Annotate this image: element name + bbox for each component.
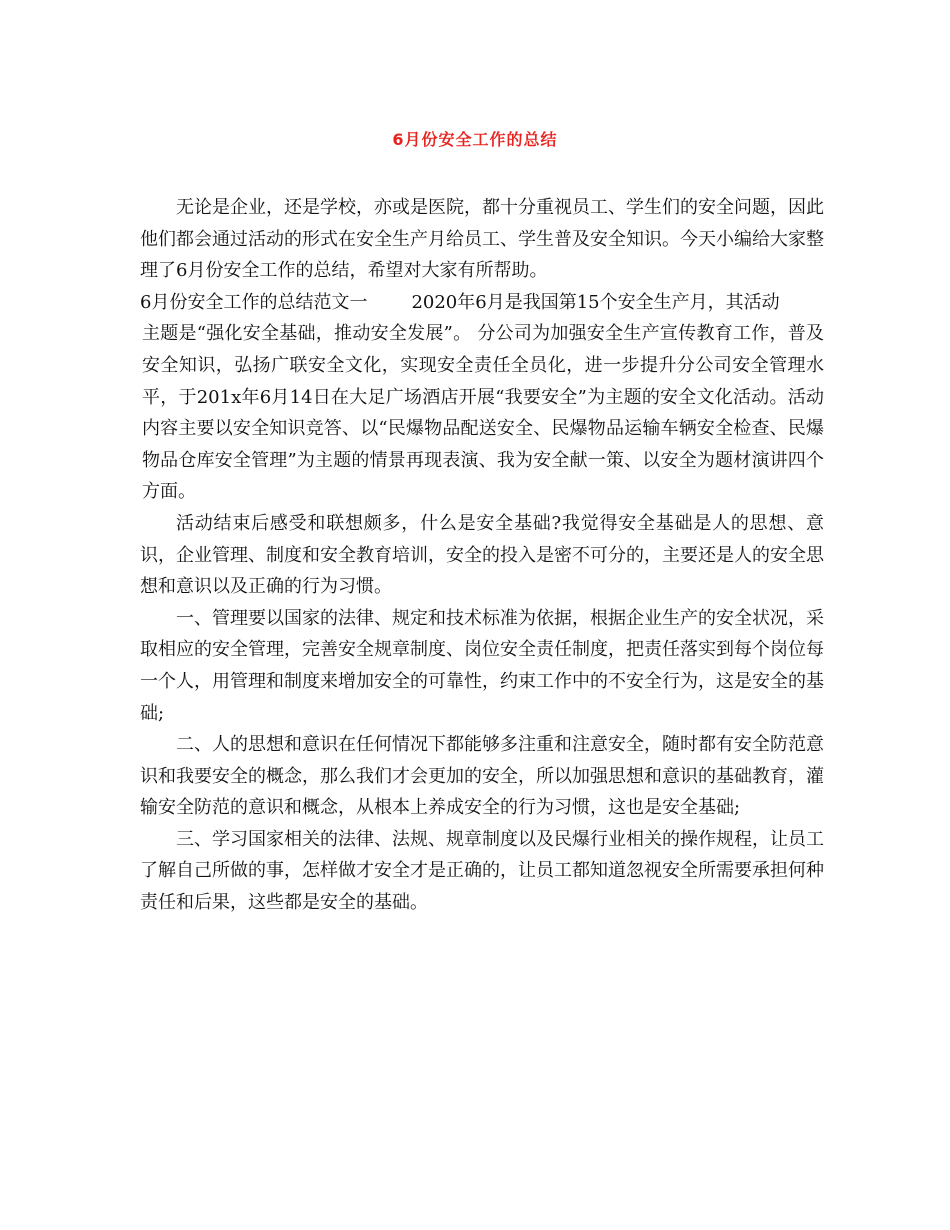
document-body (140, 192, 824, 919)
sample-heading-line (140, 287, 824, 319)
point-three-paragraph: 三、学习国家相关的法律、法规、规章制度以及民爆行业相关的操作规程，让员工了解自己所做的事，怎样做才安全才是正确的，让员工都知道忽视安全所需要承担何种责任和后果，这些都是安全的基础。 (140, 828, 824, 914)
document-title: 6月份安全工作的总结 (392, 130, 558, 149)
sample-body-paragraph: 主题是“强化安全基础，推动安全发展”。 分公司为加强安全生产宣传教育工作，普及安全知识，弘扬广联安全文化，实现安全责任全员化，进一步提升分公司安全管理水平，于201x年6月14日在大足广场酒店开展“我要安全”为主题的安全文化活动。活动内容主要以安全知识竞答、以“民爆物品配送安全、民爆物品运输车辆安全检查、民爆物品仓库安全管理”为主题的情景再现表演、我为安全献一策、以安全为题材演讲四个方面。 (142, 323, 824, 503)
sample-lead: 2020年6月是我国第15个安全生产月，其活动 (411, 291, 780, 313)
point-two-paragraph: 二、人的思想和意识在任何情况下都能够多注重和注意安全，随时都有安全防范意识和我要安全的概念，那么我们才会更加的安全，所以加强思想和意识的基础教育，灌输安全防范的意识和概念，从根本上养成安全的行为习惯，这也是安全基础; (140, 734, 824, 819)
point-one-paragraph: 一、管理要以国家的法律、规定和技术标准为依据，根据企业生产的安全状况，采取相应的安全管理，完善安全规章制度、岗位安全责任制度，把责任落实到每个岗位每一个人，用管理和制度来增加安全的可靠性，约束工作中的不安全行为，这是安全的基础; (140, 607, 824, 724)
intro-paragraph: 无论是企业，还是学校，亦或是医院，都十分重视员工、学生们的安全问题，因此他们都会通过活动的形式在安全生产月给员工、学生普及安全知识。今天小编给大家整理了6月份安全工作的总结，希望对大家有所帮助。 (140, 197, 824, 282)
reflection-paragraph: 活动结束后感受和联想颇多，什么是安全基础?我觉得安全基础是人的思想、意识，企业管理、制度和安全教育培训，安全的投入是密不可分的，主要还是人的安全思想和意识以及正确的行为习惯。 (140, 512, 824, 598)
sample-heading: 6月份安全工作的总结范文一 (140, 291, 368, 313)
